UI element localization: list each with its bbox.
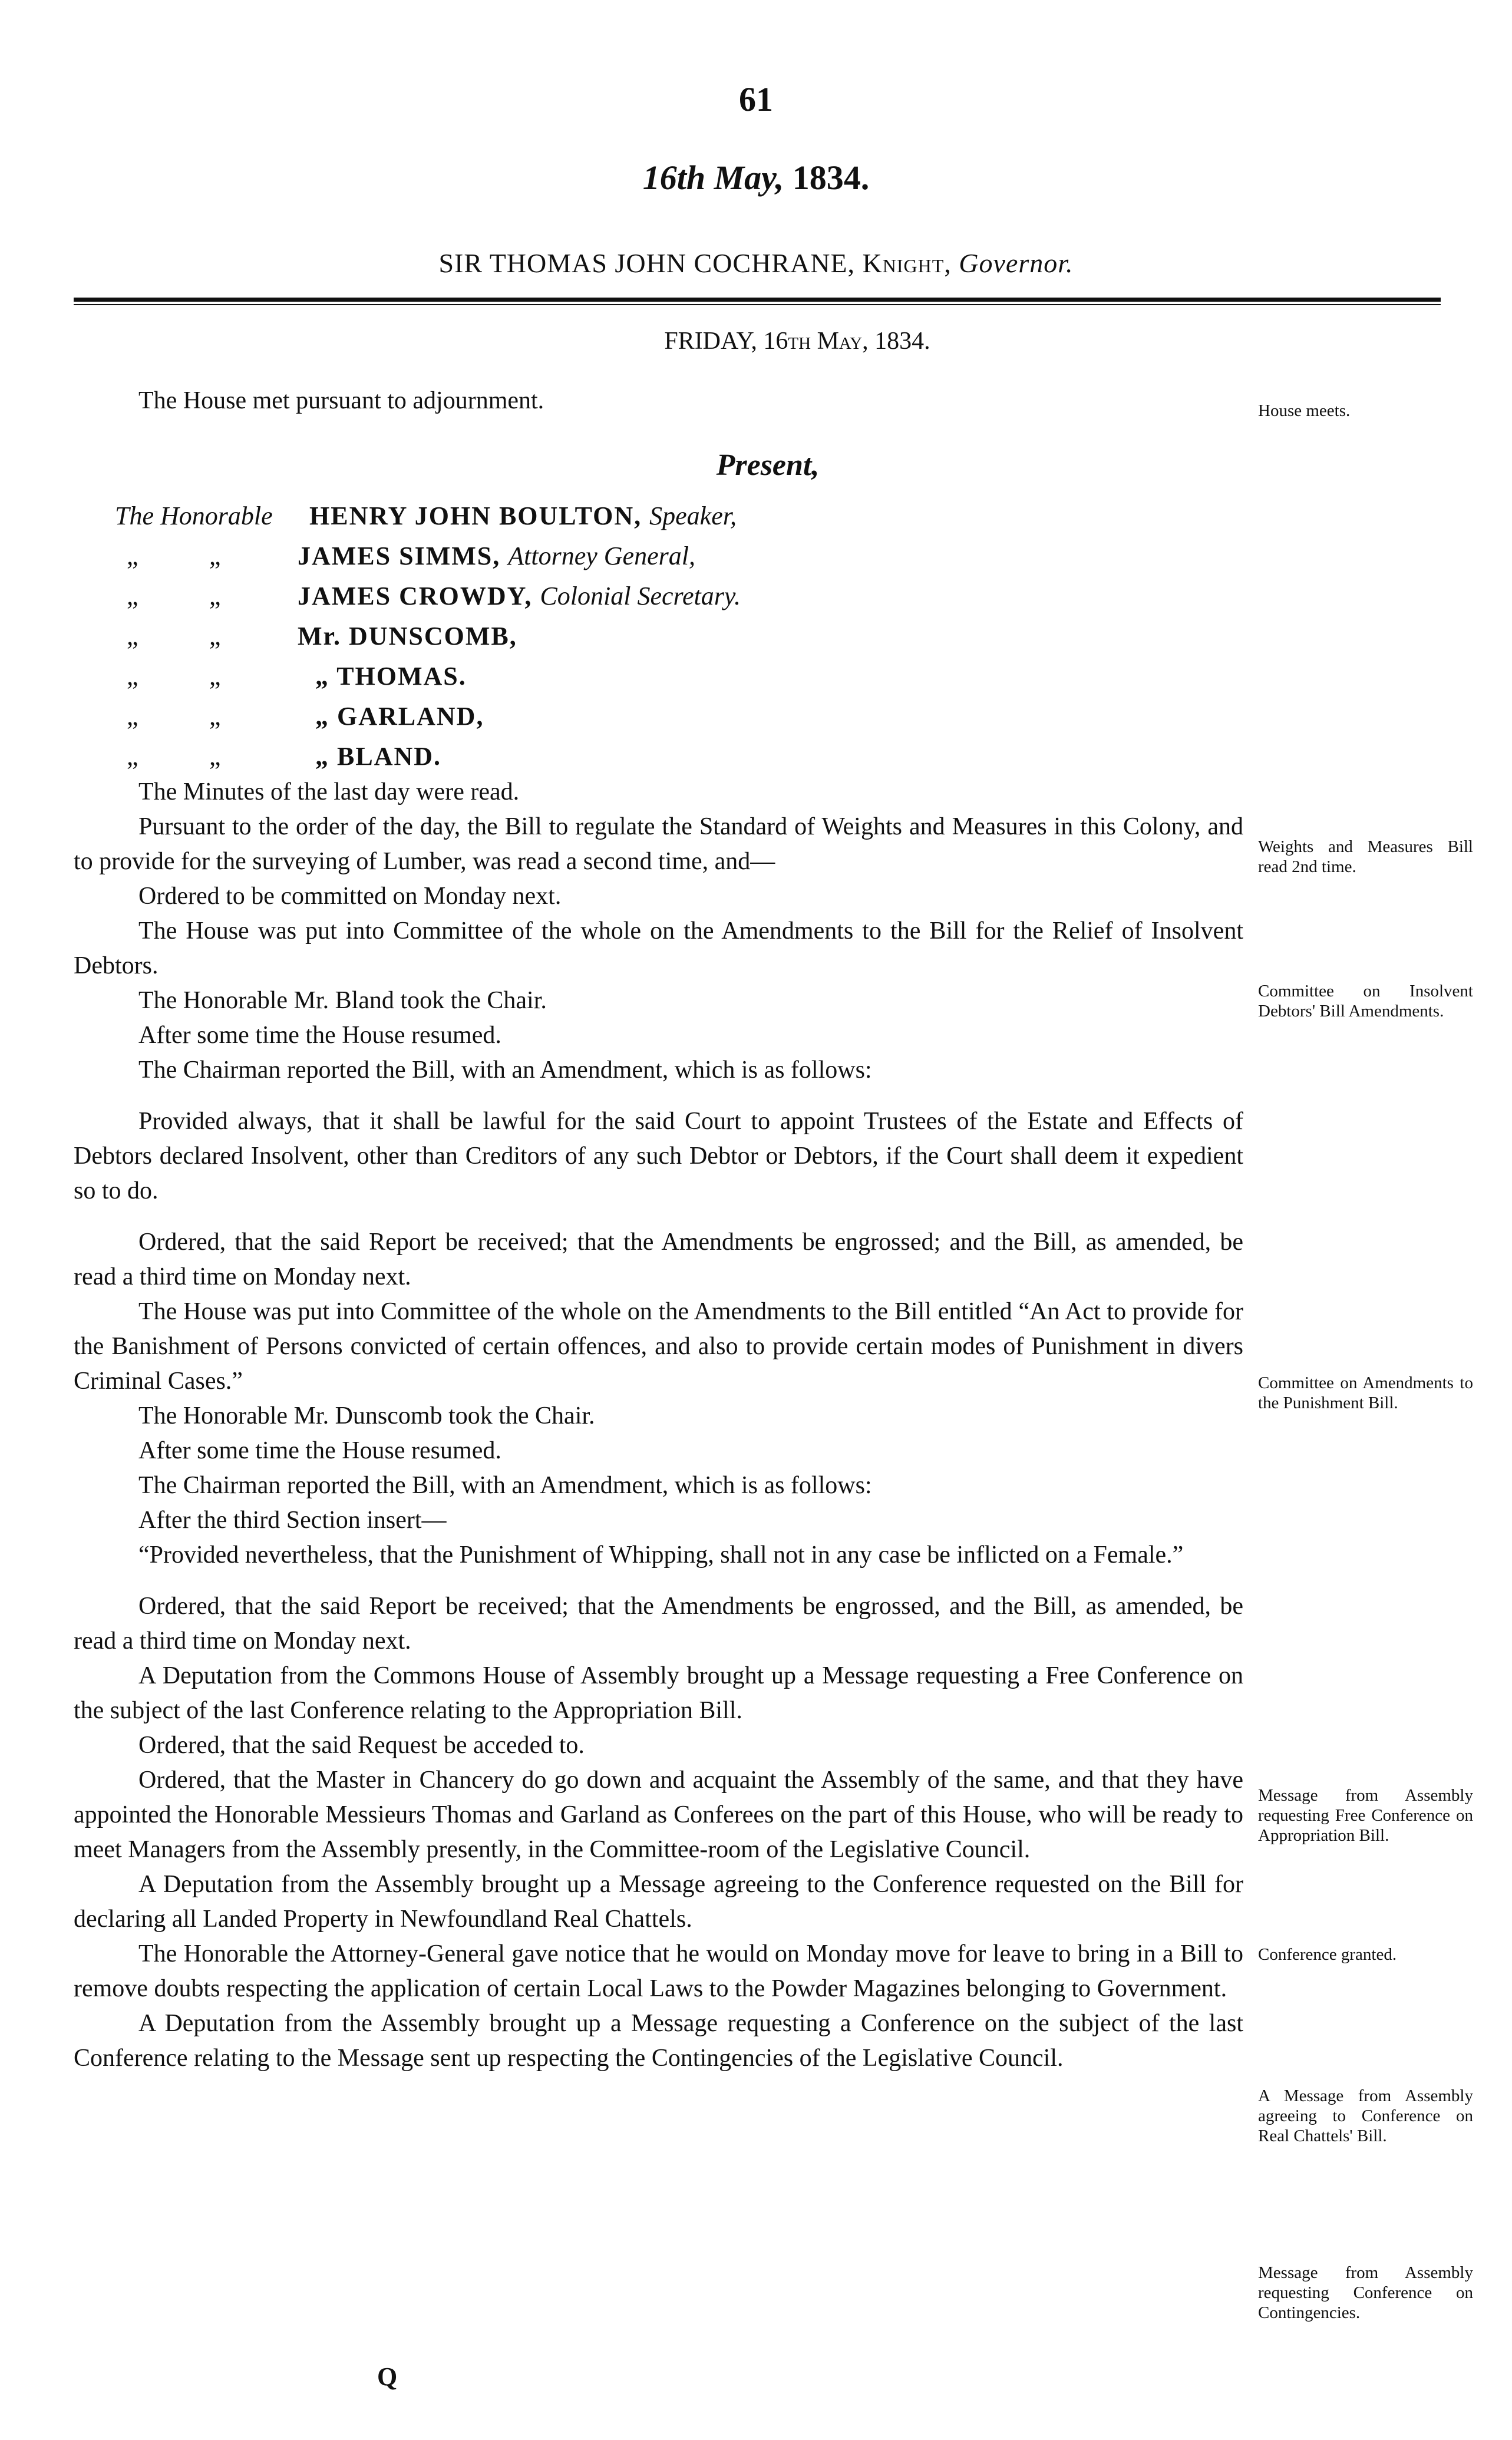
paragraph: Pursuant to the order of the day, the Bill to regulate the Standard of Weights and Measures in this Colony, and to provide for the surveying of Lumber, was read a second time, and— — [74, 813, 1243, 875]
member-name: Mr. DUNSCOMB, — [298, 622, 517, 651]
margin-note: House meets. — [1258, 401, 1351, 420]
ditto-mark: „ — [209, 742, 221, 771]
session-date — [0, 158, 1512, 197]
opening-line: The House met pursuant to adjournment. — [138, 387, 544, 414]
governor-name: SIR THOMAS JOHN COCHRANE, — [438, 248, 856, 278]
margin-note: Committee on Insolvent Debtors' Bill Amendments. — [1258, 982, 1473, 1021]
paragraph: The Honorable Mr. Bland took the Chair. — [138, 987, 547, 1014]
paragraph: Ordered, that the said Request be acceded to. — [138, 1732, 585, 1759]
member-name: „ BLAND. — [315, 742, 442, 771]
member-name: „ THOMAS. — [315, 662, 467, 691]
proceedings-body — [74, 775, 1243, 2076]
paragraph: A Deputation from the Commons House of Assembly brought up a Message requesting a Free Conference on the subject of the last Conference relating to the Appropriation Bill. — [74, 1662, 1243, 1724]
paragraph: Ordered, that the said Report be received; that the Amendments be engrossed, and the Bill, as amended, be read a third time on Monday next. — [74, 1593, 1243, 1655]
ditto-mark: „ — [127, 542, 138, 570]
paragraph: After some time the House resumed. — [138, 1437, 501, 1464]
ditto-mark: „ — [209, 542, 221, 570]
sitting-day: FRIDAY, — [664, 328, 757, 355]
ditto-mark: „ — [127, 702, 138, 731]
paragraph: The Honorable the Attorney-General gave notice that he would on Monday move for leave to bring in a Bill to remove doubts respecting the application of certain Local Laws to the Powder Magazines belonging to Government. — [74, 1940, 1243, 2002]
margin-note: Message from Assembly requesting Conference on Contingencies. — [1258, 2263, 1473, 2322]
member-name: „ GARLAND, — [315, 702, 484, 731]
paragraph: Ordered, that the said Report be received; that the Amendments be engrossed; and the Bill, as amended, be read a third time on Monday next. — [74, 1229, 1243, 1290]
governor-line — [0, 247, 1512, 279]
paragraph: The House was put into Committee of the whole on the Amendments to the Bill for the Relief of Insolvent Debtors. — [74, 917, 1243, 979]
ditto-mark: „ — [209, 702, 221, 731]
margin-note: Weights and Measures Bill read 2nd time. — [1258, 837, 1473, 876]
signature-mark: Q — [377, 2362, 398, 2391]
margin-note: Conference granted. — [1258, 1945, 1397, 1964]
member-honorific: The Honorable — [115, 501, 273, 530]
ditto-mark: „ — [209, 662, 221, 691]
member-name: JAMES CROWDY, — [298, 582, 533, 610]
governor-title: Governor. — [959, 248, 1074, 278]
page-number: 61 — [739, 80, 773, 118]
member-role: Colonial Secretary. — [540, 582, 741, 610]
margin-note: Committee on Amendments to the Punishment Bill. — [1258, 1373, 1473, 1412]
paragraph: The Minutes of the last day were read. — [138, 778, 520, 805]
paragraph: The House was put into Committee of the whole on the Amendments to the Bill entitled “An Act to provide for the Banishment of Persons convicted of certain offences, and also to provide certain modes of Punishment in divers Criminal Cases.” — [74, 1298, 1243, 1395]
ditto-mark: „ — [127, 662, 138, 691]
sitting-date-line — [0, 327, 1512, 355]
ditto-mark: „ — [127, 582, 138, 610]
margin-note: A Message from Assembly agreeing to Conference on Real Chattels' Bill. — [1258, 2086, 1473, 2145]
paragraph: The Chairman reported the Bill, with an Amendment, which is as follows: — [138, 1056, 872, 1084]
amendment-text: “Provided nevertheless, that the Punishment of Whipping, shall not in any case be inflicted on a Female.” — [138, 1541, 1184, 1569]
ditto-mark: „ — [127, 742, 138, 771]
date-year: 1834. — [792, 159, 870, 197]
member-name: JAMES SIMMS, — [298, 542, 501, 570]
present-heading: Present, — [716, 448, 820, 482]
member-entry — [298, 581, 741, 611]
member-entry — [309, 501, 737, 531]
member-entry — [298, 541, 695, 571]
sitting-date: 16th May, 1834. — [763, 328, 930, 355]
date-prefix: 16th May, — [642, 159, 784, 197]
ditto-mark: „ — [127, 622, 138, 651]
member-role: Speaker, — [649, 501, 737, 530]
member-role: Attorney General, — [508, 542, 695, 570]
margin-note: Message from Assembly requesting Free Conference on Appropriation Bill. — [1258, 1786, 1473, 1845]
governor-rank: Knight, — [862, 248, 952, 278]
paragraph: Ordered, that the Master in Chancery do go down and acquaint the Assembly of the same, and that they have appointed the Honorable Messieurs Thomas and Garland as Conferees on the part of this House, who will be ready to meet Managers from the Assembly presently, in the Committee-room of the Legislative Council. — [74, 1767, 1243, 1863]
member-name: HENRY JOHN BOULTON, — [309, 501, 642, 530]
paragraph: After some time the House resumed. — [138, 1022, 501, 1049]
paragraph: After the third Section insert— — [138, 1507, 447, 1534]
paragraph: The Chairman reported the Bill, with an Amendment, which is as follows: — [138, 1472, 872, 1499]
paragraph: Ordered to be committed on Monday next. — [138, 883, 562, 910]
amendment-text: Provided always, that it shall be lawful for the said Court to appoint Trustees of the Estate and Effects of Debtors declared Insolvent, other than Creditors of any such Debtor or Debtors, if the Court shall deem it expedient so to do. — [74, 1108, 1243, 1204]
paragraph: The Honorable Mr. Dunscomb took the Chair. — [138, 1402, 595, 1429]
ditto-mark: „ — [209, 582, 221, 610]
ditto-mark: „ — [209, 622, 221, 651]
paragraph: A Deputation from the Assembly brought up a Message agreeing to the Conference requested on the Bill for declaring all Landed Property in Newfoundland Real Chattels. — [74, 1871, 1243, 1933]
header-rule — [74, 298, 1441, 305]
paragraph: A Deputation from the Assembly brought up a Message requesting a Conference on the subject of the last Conference relating to the Message sent up respecting the Contingencies of the Legislative Council. — [74, 2010, 1243, 2072]
